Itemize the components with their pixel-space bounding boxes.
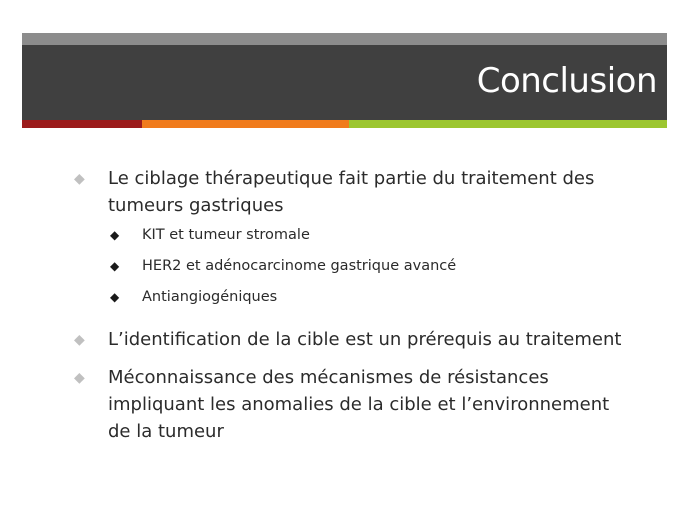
list-item-text: Le ciblage thérapeutique fait partie du traitement des tumeurs gastriques: [108, 168, 595, 216]
sub-list-item-text: Antiangiogéniques: [142, 289, 278, 305]
list-item-text: L’identification de la cible est un prérequis au traitement: [108, 329, 622, 350]
diamond-bullet-icon: ◆: [110, 228, 120, 242]
list-item: [74, 326, 634, 353]
bullet-list: [74, 165, 634, 445]
sub-list-item-text: HER2 et adénocarcinome gastrique avancé: [142, 258, 457, 274]
sub-list-item: [110, 256, 634, 276]
accent-bar: [22, 120, 667, 128]
list-item: [74, 165, 634, 219]
accent-segment-green: [349, 120, 667, 128]
sub-list-item-text: KIT et tumeur stromale: [142, 227, 310, 243]
diamond-bullet-icon: ◆: [74, 370, 85, 386]
sub-list-item: [110, 287, 634, 307]
list-item-text: Méconnaissance des mécanismes de résistances impliquant les anomalies de la cible et l’environnement de la tumeur: [108, 367, 610, 442]
title-bar: [22, 45, 667, 120]
list-item: [74, 364, 634, 445]
diamond-bullet-icon: ◆: [110, 259, 120, 273]
header-top-strip: [22, 33, 667, 45]
diamond-bullet-icon: ◆: [110, 290, 120, 304]
diamond-bullet-icon: ◆: [74, 171, 85, 187]
sub-list-item: [110, 225, 634, 245]
accent-segment-orange: [142, 120, 349, 128]
slide-title: Conclusion: [476, 61, 657, 101]
accent-segment-red: [22, 120, 142, 128]
diamond-bullet-icon: ◆: [74, 332, 85, 348]
